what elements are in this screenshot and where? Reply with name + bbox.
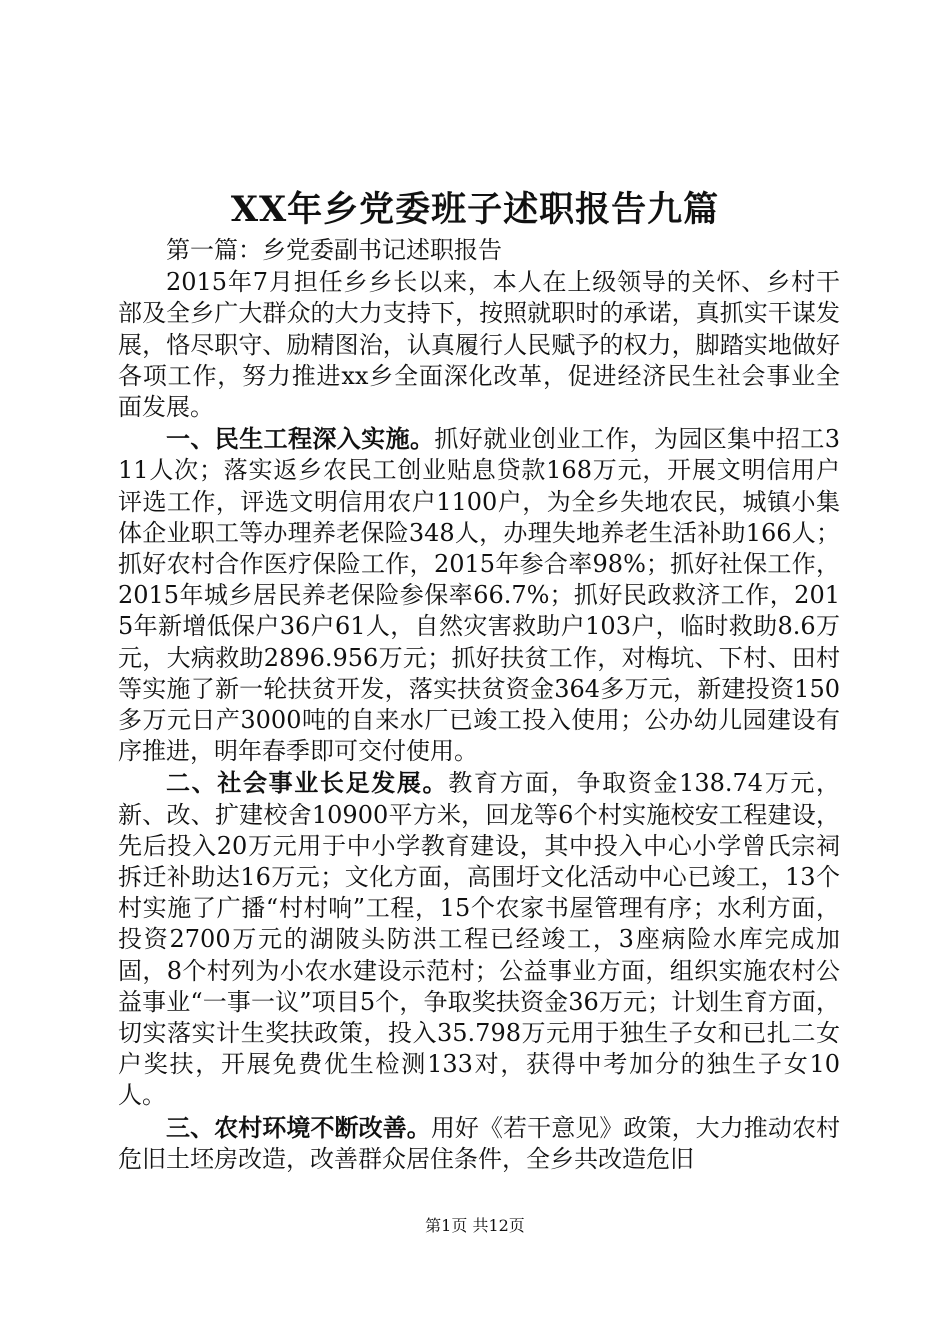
- paragraph-lead: 一、民生工程深入实施。: [166, 424, 435, 454]
- paragraph-social: 二、社会事业长足发展。教育方面，争取资金138.74万元，新、改、扩建校舍10900平方米，回龙等6个村实施校安工程建设，先后投入20万元用于中小学教育建设，其中投入中心小学曾氏宗祠拆迁补助达16万元；文化方面，高围圩文化活动中心已竣工，13个村实施了广播“村村响”工程，15个农家书屋管理有序；水利方面，投资2700万元的湖陂头防洪工程已经竣工，3座病险水库完成加固，8个村列为小农水建设示范村；公益事业方面，组织实施农村公益事业“一事一议”项目5个，争取奖扶资金36万元；计划生育方面，切实落实计生奖扶政策，投入35.798万元用于独生子女和已扎二女户奖扶，开展免费优生检测133对，获得中考加分的独生子女10人。: [118, 768, 840, 1110]
- paragraph-livelihood: 一、民生工程深入实施。抓好就业创业工作，为园区集中招工311人次；落实返乡农民工创业贴息贷款168万元，开展文明信用户评选工作，评选文明信用农户1100户，为全乡失地农民，城镇小集体企业职工等办理养老保险348人，办理失地养老生活补助166人；抓好农村合作医疗保险工作，2015年参合率98%；抓好社保工作，2015年城乡居民养老保险参保率66.7%；抓好民政救济工作，2015年新增低保户36户61人，自然灾害救助户103户，临时救助8.6万元，大病救助2896.956万元；抓好扶贫工作，对梅坑、下村、田村等实施了新一轮扶贫开发，落实扶贫资金364多万元，新建投资150多万元日产3000吨的自来水厂已竣工投入使用；公办幼儿园建设有序推进，明年春季即可交付使用。: [118, 424, 840, 766]
- paragraph-section-heading: 第一篇：乡党委副书记述职报告: [166, 236, 502, 264]
- paragraph-intro: 2015年7月担任乡乡长以来，本人在上级领导的关怀、乡村干部及全乡广大群众的大力支持下，按照就职时的承诺，真抓实干谋发展，恪尽职守、励精图治，认真履行人民赋予的权力，脚踏实地做好各项工作，努力推进xx乡全面深化改革，促进经济民生社会事业全面发展。: [118, 268, 840, 422]
- page-indicator: 第1页 共12页: [425, 1216, 525, 1235]
- document-title: XX年乡党委班子述职报告九篇: [230, 189, 720, 230]
- paragraph-environment: 三、农村环境不断改善。用好《若干意见》政策，大力推动农村危旧土坯房改造，改善群众居住条件，全乡共改造危旧: [118, 1112, 841, 1173]
- paragraph-lead: 二、社会事业长足发展。: [166, 768, 449, 798]
- document-body: [118, 234, 840, 1175]
- paragraph-lead: 三、农村环境不断改善。: [166, 1112, 431, 1142]
